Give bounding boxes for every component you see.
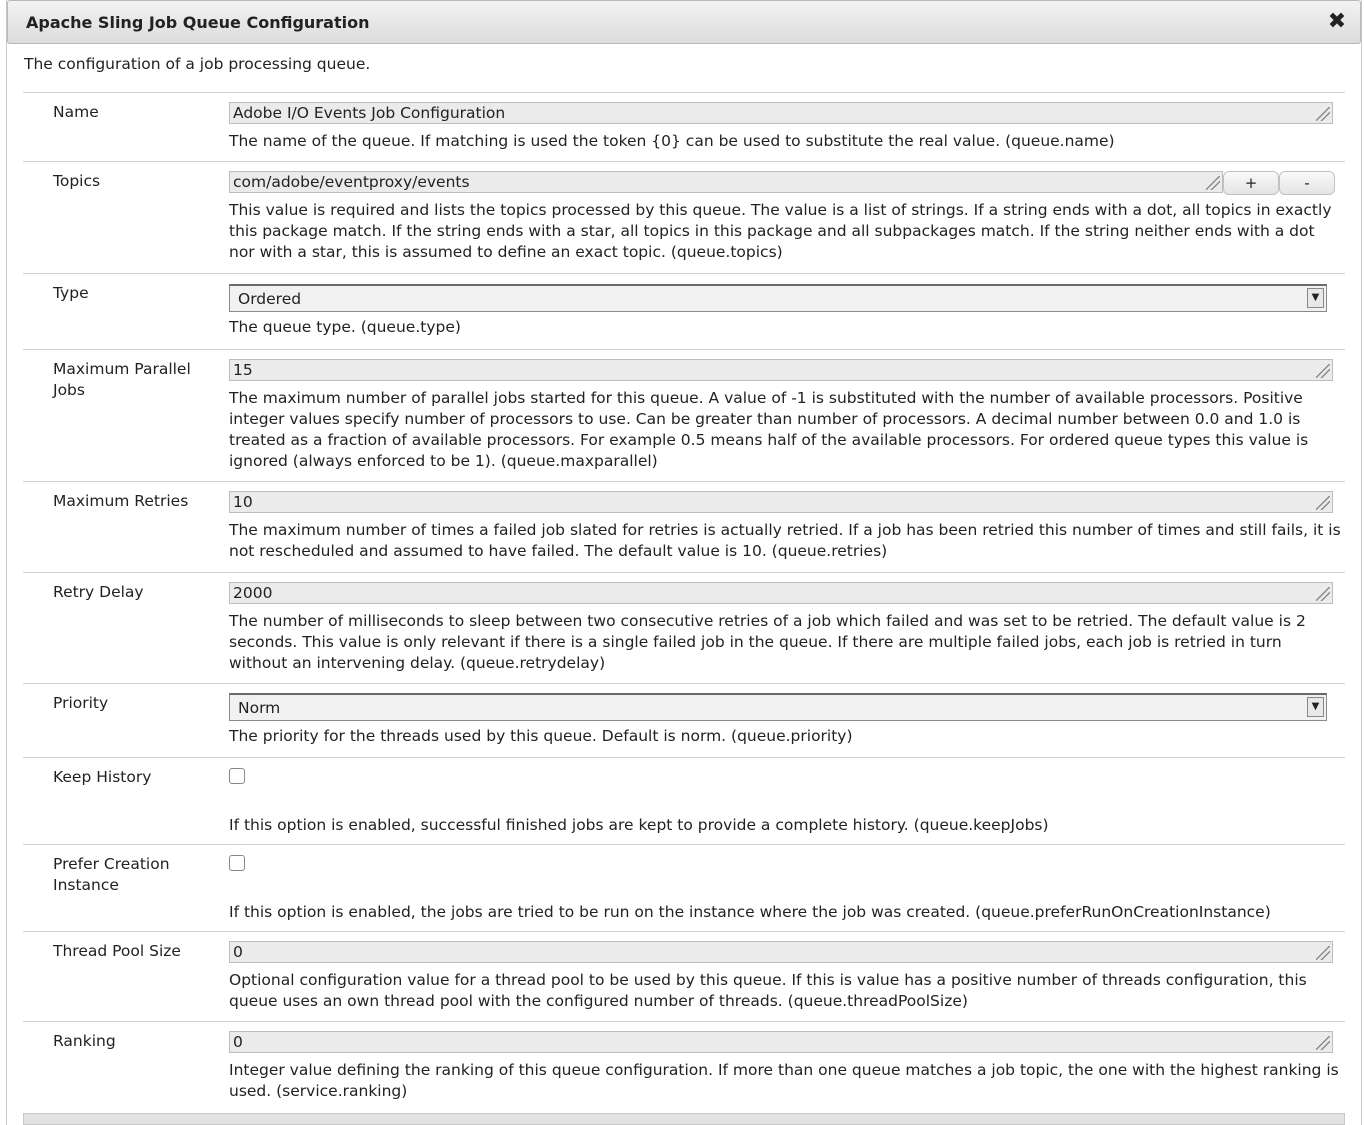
max-parallel-help: The maximum number of parallel jobs started for this queue. A value of -1 is substituted with the number of available processors. Positive integer values specify number of processors to use. Can be greater than number of processors. A decimal number between 0.0 and 1.0 is treated as a fraction of available processors. For example 0.5 means half of the available processors. For ordered queue types this value is ignored (always enforced to be 1). (queue.maxparallel) (229, 389, 1309, 470)
resize-handle-icon[interactable] (1316, 946, 1330, 960)
prefer-creation-checkbox[interactable] (229, 855, 245, 871)
dialog-description: The configuration of a job processing queue. (24, 55, 371, 73)
name-label: Name (53, 103, 99, 121)
type-help: The queue type. (queue.type) (229, 318, 461, 336)
retry-delay-help: The number of milliseconds to sleep between two consecutive retries of a job which failed and was set to be retried. The default value is 2 seconds. This value is only relevant if there is a single failed job in the queue. If there are multiple failed jobs, each job is retried in turn without an intervening delay. (queue.retrydelay) (229, 612, 1306, 672)
topics-label: Topics (53, 172, 101, 190)
retry-delay-input[interactable] (229, 582, 1333, 604)
row-prefer-creation (23, 845, 1345, 932)
row-name (23, 93, 1345, 162)
row-thread-pool-size (23, 932, 1345, 1022)
ranking-help: Integer value defining the ranking of this queue configuration. If more than one queue matches a job topic, the one with the highest ranking is used. (service.ranking) (229, 1061, 1339, 1100)
row-ranking (23, 1022, 1345, 1113)
priority-selected-value: Norm (238, 699, 281, 717)
keep-history-checkbox[interactable] (229, 768, 245, 784)
resize-handle-icon[interactable] (1316, 587, 1330, 601)
type-select[interactable] (229, 284, 1327, 312)
add-topic-button[interactable]: + (1223, 171, 1279, 195)
type-label: Type (53, 284, 89, 302)
type-selected-value: Ordered (238, 290, 302, 308)
max-parallel-value: 15 (233, 361, 253, 379)
chevron-down-icon[interactable]: ▼ (1307, 697, 1324, 717)
max-retries-value: 10 (233, 493, 253, 511)
prefer-creation-help: If this option is enabled, the jobs are tried to be run on the instance where the job was created. (queue.preferRunOnCreationInstance) (229, 903, 1271, 921)
topics-input[interactable] (229, 171, 1223, 193)
max-retries-help: The maximum number of times a failed job slated for retries is actually retried. If a job has been retried this number of times and still fails, it is not rescheduled and assumed to have failed. The default value is 10. (queue.retries) (229, 521, 1341, 560)
footer-bar (23, 1113, 1345, 1125)
name-input[interactable] (229, 102, 1333, 124)
max-parallel-input[interactable] (229, 359, 1333, 381)
name-help: The name of the queue. If matching is used the token {0} can be used to substitute the real value. (queue.name) (229, 132, 1115, 150)
remove-topic-button[interactable]: - (1279, 171, 1335, 195)
max-retries-label: Maximum Retries (53, 492, 189, 510)
config-table (23, 92, 1345, 1113)
priority-help: The priority for the threads used by this queue. Default is norm. (queue.priority) (229, 727, 853, 745)
row-topics (23, 162, 1345, 274)
resize-handle-icon[interactable] (1316, 364, 1330, 378)
thread-pool-size-label: Thread Pool Size (53, 942, 181, 960)
ranking-label: Ranking (53, 1032, 116, 1050)
config-dialog (6, 0, 1362, 1125)
thread-pool-size-help: Optional configuration value for a thread pool to be used by this queue. If this is value has a positive number of threads configuration, this queue uses an own thread pool with the configured number of threads. (queue.threadPoolSize) (229, 971, 1307, 1010)
row-keep-history (23, 758, 1345, 845)
ranking-input[interactable] (229, 1031, 1333, 1053)
thread-pool-size-input[interactable] (229, 941, 1333, 963)
max-retries-input[interactable] (229, 491, 1333, 513)
resize-handle-icon[interactable] (1316, 496, 1330, 510)
row-max-parallel (23, 350, 1345, 482)
retry-delay-label: Retry Delay (53, 583, 144, 601)
retry-delay-value: 2000 (233, 584, 273, 602)
prefer-creation-label: Prefer Creation Instance (53, 855, 170, 894)
dialog-titlebar (7, 0, 1361, 44)
resize-handle-icon[interactable] (1316, 107, 1330, 121)
row-priority (23, 684, 1345, 758)
keep-history-label: Keep History (53, 768, 152, 786)
chevron-down-icon[interactable]: ▼ (1307, 288, 1324, 308)
row-retry-delay (23, 573, 1345, 684)
dialog-title: Apache Sling Job Queue Configuration (26, 13, 370, 32)
ranking-value: 0 (233, 1033, 243, 1051)
priority-label: Priority (53, 694, 109, 712)
name-value: Adobe I/O Events Job Configuration (233, 104, 506, 122)
thread-pool-size-value: 0 (233, 943, 243, 961)
resize-handle-icon[interactable] (1206, 176, 1220, 190)
topics-help: This value is required and lists the topics processed by this queue. The value is a list of strings. If a string ends with a dot, all topics in exactly this package match. If the string ends with a star, all topics in this package and all subpackages match. If the string neither ends with a dot nor with a star, this is assumed to define an exact topic. (queue.topics) (229, 201, 1332, 261)
resize-handle-icon[interactable] (1316, 1036, 1330, 1050)
priority-select[interactable] (229, 693, 1327, 721)
max-parallel-label: Maximum Parallel Jobs (53, 360, 191, 399)
close-icon[interactable]: ✖ (1327, 9, 1347, 34)
row-type (23, 274, 1345, 350)
keep-history-help: If this option is enabled, successful finished jobs are kept to provide a complete history. (queue.keepJobs) (229, 816, 1049, 834)
row-max-retries (23, 482, 1345, 573)
topics-value: com/adobe/eventproxy/events (233, 173, 470, 191)
